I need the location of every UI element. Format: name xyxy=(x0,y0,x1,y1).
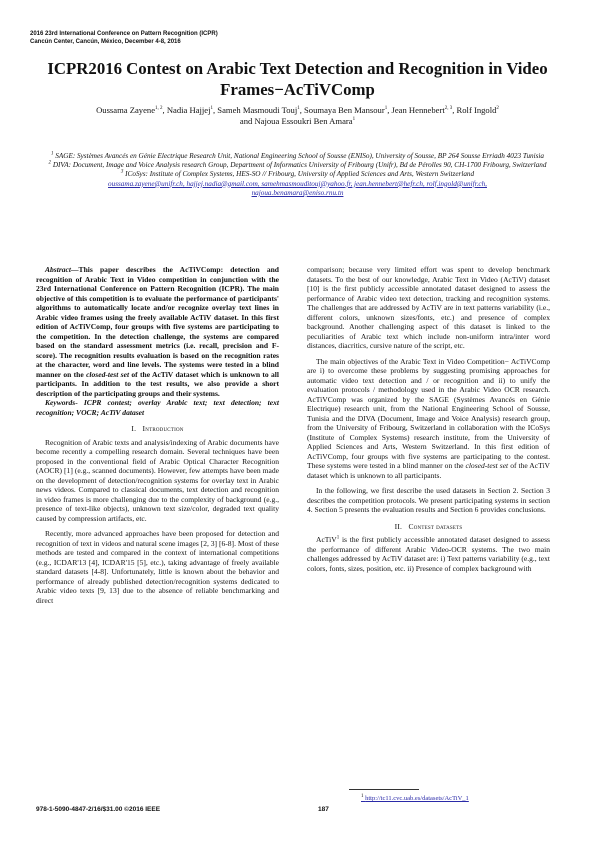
footnote: $^1$ http://tc11.cvc.uab.es/datasets/AcTiV_1 xyxy=(361,793,469,802)
paragraph: Recognition of Arabic texts and analysis/indexing of Arabic documents have become recently a compelling research domain. Several techniques have been proposed in the conventional field of Arabic Optical Character Recognition (AOCR) [1] (e.g., scanned documents). However, few attempts have been made on the development of detection/recognition systems for overlay text in Arabic news videos. Compared to classical documents, text detection and recognition in video frames is more challenging due to the complexity of background (e.g., presence of text-like objects), unknown text size/color, degraded text quality caused by compression artifacts, etc. xyxy=(36,437,279,523)
right-column xyxy=(307,265,550,573)
keywords: Keywords- ICPR contest; overlay Arabic text; text detection; text recognition; VOCR; AcTiV dataset xyxy=(36,398,279,417)
author-name: , Rolf Ingold xyxy=(452,105,497,115)
author-name: , Nadia Hajjej xyxy=(162,105,211,115)
conference-venue: Cancún Center, Cancún, México, December 4-8, 2016 xyxy=(30,39,181,45)
left-column xyxy=(36,265,279,605)
affiliation-2: $^2$ DIVA: Document, Image and Voice Analysis research Group, Department of Informatics University of Fribourg (Unifr), Bd de Pérolles 90, CH-1700 Fribourg, Switzerland xyxy=(48,160,547,170)
email-links[interactable]: oussama.zayene@unifr.ch, hajjej.nadia@gmail.com, samehmasmouditouj@yahoo.fr, jean.hennebert@hefr.ch, rolf.ingold@unifr.ch, xyxy=(108,179,487,188)
affiliation-3: $^3$ ICoSys: Institute of Complex Systems, HES-SO // Fribourg, University of Applied Sciences and Arts, Western Switzerland xyxy=(120,170,475,179)
paragraph: Recently, more advanced approaches have been proposed for detection and recognition of text in videos and natural scene images [2, 3] [6-8]. Most of these methods are tested and compared in the context of international competitions (e.g., ICDAR'13 [4], ICDAR'15 [5], etc.), taking advantage of freely available standard datasets [4-8]. Unfortunately, little is known about the behavior and performance of already published detection/recognition systems dedicated to Arabic video texts [9, 13] due to the absence of reliable benchmarking and direct xyxy=(36,529,279,605)
conference-name: 2016 23rd International Conference on Pattern Recognition (ICPR) xyxy=(30,31,218,37)
conference-header xyxy=(30,30,218,46)
author-name: Oussama Zayene xyxy=(96,105,156,115)
paragraph: AcTiV$^1$ is the first publicly accessible annotated dataset designed to assess the performance of different Arabic Video-OCR systems. The two main challenges addressed by AcTiV dataset are: i) Text patterns variability (e.g., text colors, fonts, sizes, position, etc. ii) Presence of complex background with xyxy=(307,535,550,573)
affiliation-1: $^1$ SAGE: Systèmes Avancés en Génie Electrique Research Unit, National Engineering School of Sousse (ENISo), University of Sousse, BP 264 Sousse Erriadh 4023 Tunisia xyxy=(50,151,545,160)
author-name: , Sameh Masmoudi Touj xyxy=(213,105,298,115)
footnote-divider xyxy=(349,789,419,790)
abstract: Abstract—This paper describes the AcTiVComp: detection and recognition of Arabic Text in Video competition in conjunction with the 23rd International Conference on Pattern Recognition (ICPR). The main objective of this competition is to evaluate the performance of participants' algorithms to automatically locate and/or recognize overlay text lines in Arabic video frames using the freely available AcTiV dataset. In this first edition of AcTiVComp, four groups with five systems are participating to the competition. In the detection challenge, the systems are compared based on the standard assessment metrics (i.e. recall, precision and F-score). The recognition results evaluation is based on the recognition rates at the character, word and line levels. The systems were tested in a blind manner on the closed-test set of the AcTiV dataset which is unknown to all participants. In addition to the test results, we also provide a short description of the participating groups and their systems. xyxy=(36,265,279,398)
email-link[interactable]: najoua.benamara@eniso.rnu.tn xyxy=(251,188,344,197)
paragraph: comparison; because very limited effort was spent to develop benchmark datasets. To the best of our knowledge, Arabic Text in Video (AcTiV) dataset [10] is the first publicly accessible annotated dataset designed to assess the performance of Arabic video text detection, tracking and recognition systems. The challenges that are addressed by AcTiV are in text patterns variability (i.e., different colors, unknown sizes/fonts, etc.) and presence of complex background. Another challenging aspect of this dataset is linked to the peculiarities of Arabic text which include non-uniform intra/inter word distances, diacritics, cursive nature of the script, etc. xyxy=(307,265,550,350)
copyright-footer: 978-1-5090-4847-2/16/$31.00 ©2016 IEEE xyxy=(36,806,161,813)
paper-title: ICPR2016 Contest on Arabic Text Detection and Recognition in Video Frames−AcTiVComp xyxy=(47,59,548,99)
author-list: Oussama Zayene$^{1, 2}$, Nadia Hajjej$^1$, Sameh Masmoudi Touj$^1$, Soumaya Ben Mansour$^1$, Jean Hennebert$^{2, 3}$, Rolf Ingold$^2$ and Najoua Essoukri Ben Amara$^1$ xyxy=(96,105,499,126)
paragraph: The main objectives of the Arabic Text in Video Competition− AcTiVComp are i) to overcome these problems by suggesting promising approaches for automatic video text detection and / or recognition and ii) to unify the evaluation protocols / methodology used in the Arabic Video OCR research. AcTiVComp was organized by the SAGE (Systèmes Avancés en Génie Electrique) research unit, from the National Engineering School of Sousse, Tunisia and the DIVA (Document, Image and Voice Analysis) research group, from the University of Fribourg, Switzerland in collaboration with the ICoSys (Institute of Complex Systems) research institute, from the University of Applied Sciences and Arts, Western Switzerland. In this first edition of AcTiVComp, four groups with five systems are participating to the contest. These systems were tested in a blind manner on the closed-test set of the AcTiV dataset which is unknown to all participants. xyxy=(307,356,551,480)
footnote-link[interactable]: http://tc11.cvc.uab.es/datasets/AcTiV_1 xyxy=(365,795,469,802)
section-heading-contest-datasets: II. Contest datasets xyxy=(394,521,463,531)
author-name: and Najoua Essoukri Ben Amara xyxy=(239,116,353,126)
page-number: 187 xyxy=(318,806,329,813)
section-heading-introduction: I. Introduction xyxy=(131,424,184,433)
author-name: , Soumaya Ben Mansour xyxy=(299,105,385,115)
author-name: , Jean Hennebert xyxy=(387,105,445,115)
paragraph: In the following, we first describe the used datasets in Section 2. Section 3 describes the competition protocols. We present participating systems in section 4. Section 5 presents the evaluation results and Section 6 provides conclusions. xyxy=(307,486,550,514)
affiliations xyxy=(30,152,565,198)
